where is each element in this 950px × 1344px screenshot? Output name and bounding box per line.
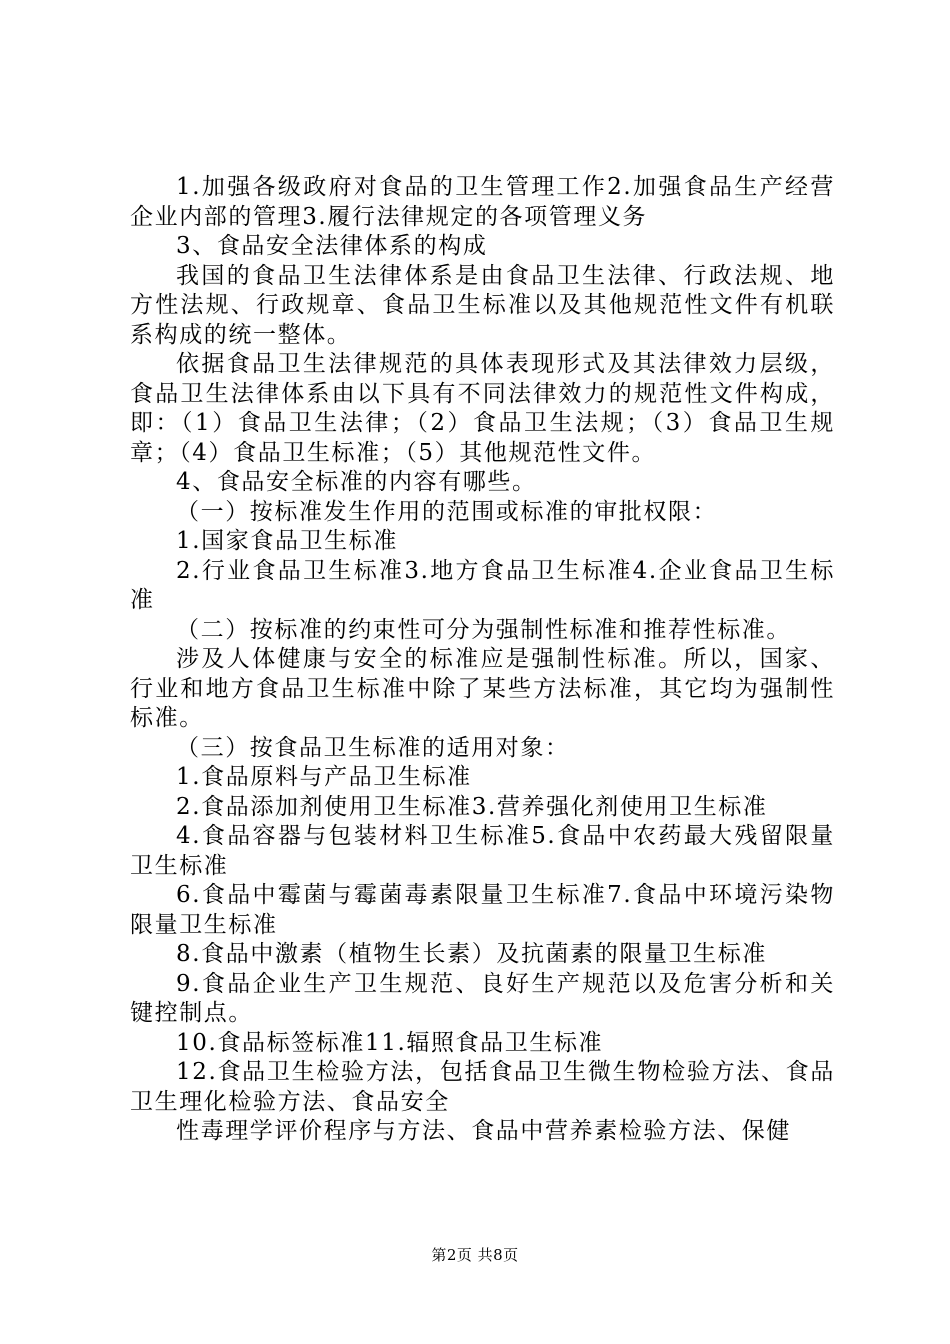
paragraph: 我国的食品卫生法律体系是由食品卫生法律、行政法规、地方性法规、行政规章、食品卫生标准以及其他规范性文件有机联系构成的统一整体。 xyxy=(130,262,835,348)
document-body xyxy=(130,173,835,1147)
list-item: 4.食品容器与包装材料卫生标准5.食品中农药最大残留限量卫生标准 xyxy=(130,823,835,879)
section-heading: 4、食品安全标准的内容有哪些。 xyxy=(176,469,537,495)
list-item: 1.国家食品卫生标准 xyxy=(176,528,398,554)
paragraph: （三）按食品卫生标准的适用对象： xyxy=(176,734,570,761)
list-item: 10.食品标签标准11.辐照食品卫生标准 xyxy=(176,1029,604,1056)
section-heading: 3、食品安全法律体系的构成 xyxy=(176,233,488,259)
list-item: 6.食品中霉菌与霉菌毒素限量卫生标准7.食品中环境污染物限量卫生标准 xyxy=(130,882,835,938)
list-item: 1.食品原料与产品卫生标准 xyxy=(176,764,472,790)
list-item: 2.行业食品卫生标准3.地方食品卫生标准4.企业食品卫生标准 xyxy=(130,557,835,613)
page-number-footer: 第2页 共8页 xyxy=(431,1246,519,1264)
paragraph: 依据食品卫生法律规范的具体表现形式及其法律效力层级，食品卫生法律体系由以下具有不同法律效力的规范性文件构成，即：（1）食品卫生法律；（2）食品卫生法规；（3）食品卫生规章；（4）食品卫生标准；（5）其他规范性文件。 xyxy=(130,351,835,466)
list-item: 12.食品卫生检验方法，包括食品卫生微生物检验方法、食品卫生理化检验方法、食品安全 xyxy=(130,1059,835,1115)
paragraph: 涉及人体健康与安全的标准应是强制性标准。所以，国家、行业和地方食品卫生标准中除了某些方法标准，其它均为强制性标准。 xyxy=(130,646,835,731)
paragraph: （一）按标准发生作用的范围或标准的审批权限： xyxy=(176,498,718,525)
paragraph: （二）按标准的约束性可分为强制性标准和推荐性标准。 xyxy=(176,616,791,643)
paragraph: 性毒理学评价程序与方法、食品中营养素检验方法、保健 xyxy=(176,1118,791,1144)
list-item: 9.食品企业生产卫生规范、良好生产规范以及危害分析和关键控制点。 xyxy=(130,970,835,1026)
list-item: 8.食品中激素（植物生长素）及抗菌素的限量卫生标准 xyxy=(176,941,767,967)
paragraph: 1.加强各级政府对食品的卫生管理工作2.加强食品生产经营企业内部的管理3.履行法律规定的各项管理义务 xyxy=(130,174,835,230)
list-item: 2.食品添加剂使用卫生标准3.营养强化剂使用卫生标准 xyxy=(176,793,768,820)
